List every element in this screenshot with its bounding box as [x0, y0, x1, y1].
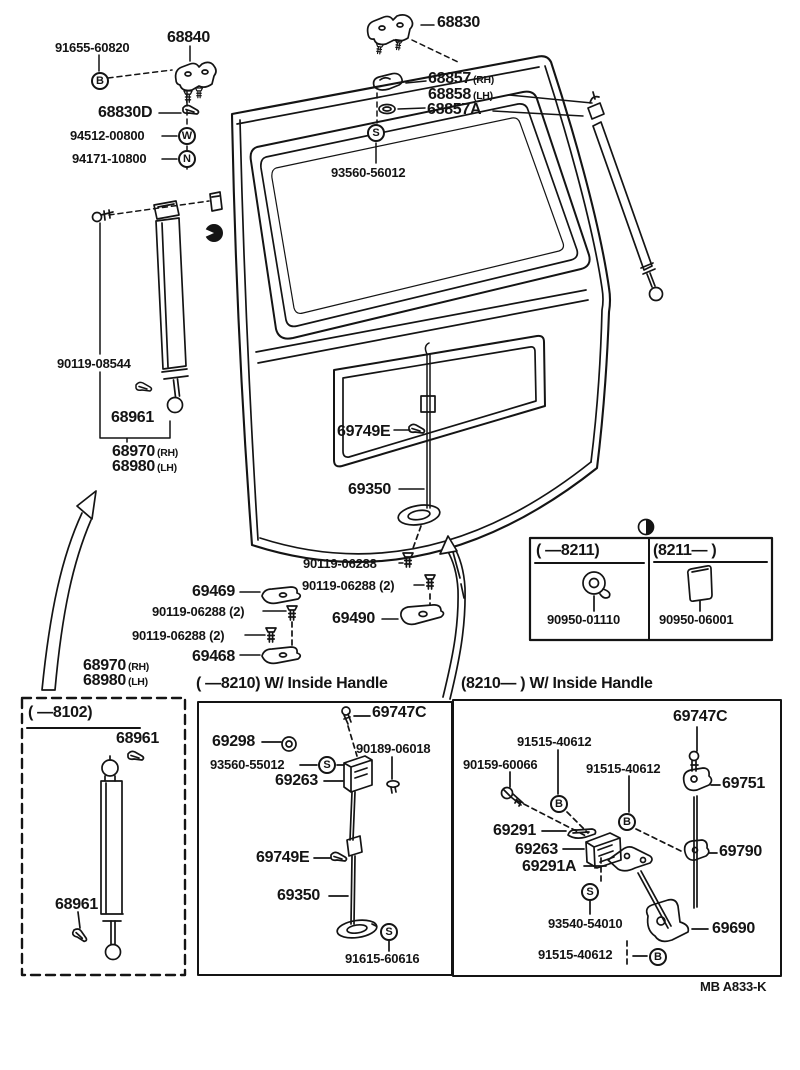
box-8102 — [22, 698, 185, 975]
lower-hinge-hardware — [262, 553, 444, 663]
label-69468: 69468 — [192, 648, 235, 665]
label-90119-08544: 90119-08544 — [57, 356, 131, 371]
label-68961-box-1: 68961 — [116, 730, 159, 747]
label-68857A: 68857A — [427, 101, 482, 118]
label-69350-mid: 69350 — [277, 887, 320, 904]
fastener-S-2: S — [318, 756, 336, 774]
fastener-S-1: S — [367, 124, 385, 142]
table-header-after: (8211— ) — [653, 542, 717, 559]
label-69790: 69790 — [719, 843, 762, 860]
label-68840: 68840 — [167, 29, 210, 46]
variant-table — [530, 520, 772, 641]
header-8102: ( —8102) — [28, 704, 93, 721]
label-91615-60616: 91615-60616 — [345, 951, 420, 966]
label-90189-06018: 90189-06018 — [356, 741, 431, 756]
fastener-B-2: B — [550, 795, 568, 813]
label-68970-suffix: (RH) — [157, 447, 178, 459]
label-68961: 68961 — [111, 409, 154, 426]
fastener-S-3: S — [380, 923, 398, 941]
label-68857-suffix: (RH) — [473, 74, 494, 86]
label-68857: 68857 (RH) — [428, 70, 494, 87]
label-68970-2: 68970 (RH) — [83, 657, 149, 674]
label-69751: 69751 — [722, 775, 765, 792]
label-69690: 69690 — [712, 920, 755, 937]
upper-window — [251, 92, 590, 339]
clip-68830D-part — [183, 105, 199, 114]
label-69263-right: 69263 — [515, 841, 558, 858]
label-69469: 69469 — [192, 583, 235, 600]
label-68961-box-2: 68961 — [55, 896, 98, 913]
footer-code: MB A833-K — [700, 979, 767, 994]
label-69291: 69291 — [493, 822, 536, 839]
label-90119-06288-a: 90119-06288 — [303, 556, 377, 571]
label-68970-2-suffix: (RH) — [128, 661, 149, 673]
label-94512-00800: 94512-00800 — [70, 128, 145, 143]
label-68980: 68980 (LH) — [112, 458, 177, 475]
label-69263-mid: 69263 — [275, 772, 318, 789]
fastener-S-4: S — [581, 883, 599, 901]
label-90950-01110: 90950-01110 — [547, 612, 620, 627]
label-91515-40612-a: 91515-40612 — [517, 734, 592, 749]
label-90119-06288-c: 90119-06288 (2) — [152, 604, 245, 619]
header-8210-after: (8210— ) W/ Inside Handle — [461, 675, 653, 692]
label-68980-2: 68980 (LH) — [83, 672, 148, 689]
label-68980-suffix: (LH) — [157, 462, 177, 474]
label-68830D: 68830D — [98, 104, 153, 121]
label-90950-06001: 90950-06001 — [659, 612, 734, 627]
label-90159-60066: 90159-60066 — [463, 757, 538, 772]
lower-window — [334, 336, 545, 467]
label-69490: 69490 — [332, 610, 375, 627]
label-93540-54010: 93540-54010 — [548, 916, 623, 931]
label-91655-60820: 91655-60820 — [55, 40, 130, 55]
table-header-before: ( —8211) — [536, 542, 600, 559]
hinge-68830-part — [368, 15, 413, 54]
label-69350: 69350 — [348, 481, 391, 498]
label-91515-40612-b: 91515-40612 — [586, 761, 661, 776]
label-69749E-mid: 69749E — [256, 849, 310, 866]
label-93560-55012: 93560-55012 — [210, 757, 285, 772]
fastener-B-1: B — [91, 72, 109, 90]
label-69747C-mid: 69747C — [372, 704, 427, 721]
left-gas-strut — [93, 192, 224, 413]
label-69747C-right: 69747C — [673, 708, 728, 725]
fastener-N-1: N — [178, 150, 196, 168]
label-68980-2-suffix: (LH) — [128, 676, 148, 688]
label-69291A: 69291A — [522, 858, 577, 875]
box-8210-before — [198, 702, 452, 975]
box-8210-after — [453, 700, 781, 976]
label-68858-suffix: (LH) — [473, 90, 493, 102]
header-8210-before: ( —8210) W/ Inside Handle — [196, 675, 388, 692]
fastener-B-3: B — [618, 813, 636, 831]
label-90119-06288-d: 90119-06288 (2) — [132, 628, 225, 643]
label-68830: 68830 — [437, 14, 480, 31]
fastener-B-4: B — [649, 948, 667, 966]
fastener-W-1: W — [178, 127, 196, 145]
label-69298: 69298 — [212, 733, 255, 750]
label-91515-40612-c: 91515-40612 — [538, 947, 613, 962]
label-68858: 68858 (LH) — [428, 86, 493, 103]
label-90119-06288-b: 90119-06288 (2) — [302, 578, 395, 593]
hinge-68840-part — [176, 62, 216, 102]
label-93560-56012: 93560-56012 — [331, 165, 406, 180]
label-68970: 68970 (RH) — [112, 443, 178, 460]
label-69749E: 69749E — [337, 423, 391, 440]
label-94171-10800: 94171-10800 — [72, 151, 147, 166]
